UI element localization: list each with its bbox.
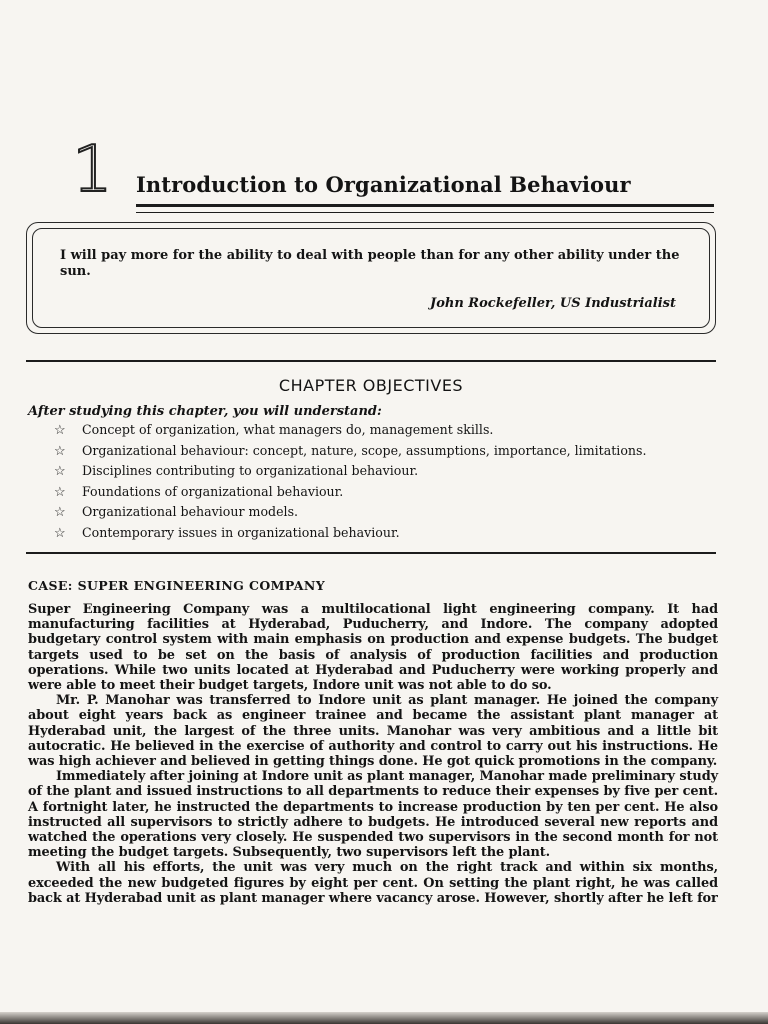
star-outline-icon: ☆ [54,464,66,479]
objective-item: ☆ Organizational behaviour: concept, nature, scope, assumptions, importance, limitations. [54,441,647,462]
objectives-list [54,420,647,543]
page-binding-shadow [0,1012,768,1024]
case-paragraph: Super Engineering Company was a multilocational light engineering company. It had manufacturing facilities at Hyderabad, Puducherry, and Indore. The company adopted budgetary control system with main emphasis on production and expense budgets. The budget targets used to be set on the basis of analysis of production facilities and production operations. While two units located at Hyderabad and Puducherry were working properly and were able to meet their budget targets, Indore unit was not able to do so. [28,602,718,694]
case-body [28,602,718,906]
case-paragraph: With all his efforts, the unit was very much on the right track and within six months, exceeded the new budgeted figures by eight per cent. On setting the plant right, he was called back at Hyderabad unit as plant manager where vacancy arose. However, shortly after he left for [28,860,718,906]
star-outline-icon: ☆ [54,525,66,541]
objective-item: ☆ Contemporary issues in organizational behaviour. [54,523,647,544]
case-heading: CASE: SUPER ENGINEERING COMPANY [28,578,326,593]
objective-item: ☆ Organizational behaviour models. [54,502,647,523]
star-outline-icon: ☆ [54,423,66,438]
chapter-number: 1 [72,133,113,207]
objective-item: ☆ Foundations of organizational behaviour. [54,482,647,503]
case-paragraph: Immediately after joining at Indore unit as plant manager, Manohar made preliminary study of the plant and issued instructions to all departments to reduce their expenses by five per cent. A fortnight later, he instructed the departments to increase production by ten per cent. He also instructed all supervisors to strictly adhere to budgets. He introduced several new reports and watched the operations very closely. He suspended two supervisors in the second month for not meeting the budget targets. Subsequently, two supervisors left the plant. [28,769,718,861]
title-rule-thick [136,204,714,207]
objective-item: ☆ Disciplines contributing to organizational behaviour. [54,461,647,482]
case-paragraph: Mr. P. Manohar was transferred to Indore unit as plant manager. He joined the company about eight years back as engineer trainee and became the assistant plant manager at Hyderabad unit, the largest of the three units. Manohar was very ambitious and a little bit autocratic. He believed in the exercise of authority and control to carry out his instructions. He was high achiever and believed in getting things done. He got quick promotions in the company. [28,693,718,770]
star-outline-icon: ☆ [54,484,66,500]
objectives-intro: After studying this chapter, you will understand: [28,404,382,419]
objectives-top-rule [26,360,716,362]
quote-author: John Rockefeller, US Industrialist [430,296,676,311]
objectives-bottom-rule [26,552,716,554]
objective-item: ☆ Concept of organization, what managers do, management skills. [54,420,647,441]
objectives-heading: CHAPTER OBJECTIVES [278,376,464,395]
quote-text: I will pay more for the ability to deal with people than for any other ability under the sun. [60,248,680,279]
star-outline-icon: ☆ [54,505,66,520]
star-outline-icon: ☆ [54,443,66,459]
title-rule-thin [136,212,714,213]
chapter-title: Introduction to Organizational Behaviour [136,172,631,197]
